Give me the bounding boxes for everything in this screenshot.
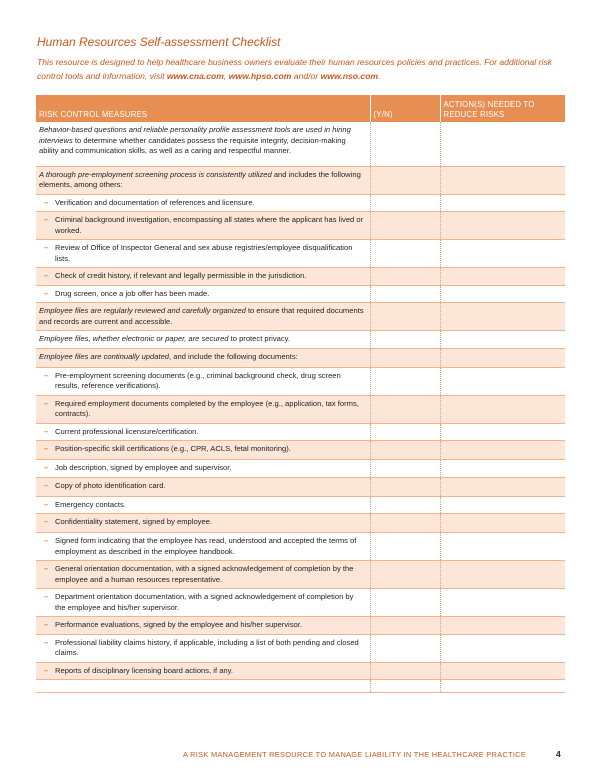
yes-no-cell[interactable] bbox=[370, 285, 440, 303]
bullet-dash-icon: – bbox=[44, 564, 49, 573]
table-row bbox=[36, 617, 565, 635]
table-row bbox=[36, 348, 565, 367]
measure-emphasis: Employee files, whether electronic or paper, are secured bbox=[39, 334, 229, 343]
bullet-dash-icon: – bbox=[44, 463, 49, 472]
measure-text: Confidentiality statement, signed by employee. bbox=[55, 517, 213, 526]
measure-text: to determine whether candidates possess the requisite integrity, decision-making ability and communication skills, as well as a caring and respectful manner. bbox=[39, 135, 346, 155]
action-needed-cell[interactable] bbox=[440, 514, 565, 533]
action-needed-cell[interactable] bbox=[440, 285, 565, 303]
yes-no-cell[interactable] bbox=[370, 477, 440, 496]
bullet-dash-icon: – bbox=[44, 665, 49, 675]
risk-control-measure bbox=[36, 561, 370, 589]
yes-no-cell[interactable] bbox=[370, 395, 440, 423]
measure-text: Reports of disciplinary licensing board actions, if any. bbox=[55, 665, 233, 675]
risk-control-measure bbox=[36, 423, 370, 441]
table-row bbox=[36, 634, 565, 662]
yes-no-cell[interactable] bbox=[370, 348, 440, 367]
yes-no-cell[interactable] bbox=[370, 423, 440, 441]
table-row bbox=[36, 477, 565, 496]
table-row bbox=[36, 423, 565, 441]
table-row bbox=[36, 680, 565, 693]
action-needed-cell[interactable] bbox=[440, 331, 565, 349]
table-row bbox=[36, 514, 565, 533]
table-row bbox=[36, 589, 565, 617]
action-needed-cell[interactable] bbox=[440, 680, 565, 693]
yes-no-cell[interactable] bbox=[370, 441, 440, 460]
measure-text: Job description, signed by employee and supervisor. bbox=[55, 463, 232, 472]
yes-no-cell[interactable] bbox=[370, 268, 440, 286]
intro-separator: and/or bbox=[291, 71, 321, 81]
bullet-dash-icon: – bbox=[44, 637, 49, 647]
risk-control-measure bbox=[36, 514, 370, 533]
bullet-dash-icon: – bbox=[44, 444, 49, 453]
table-row bbox=[36, 395, 565, 423]
table-row bbox=[36, 122, 565, 166]
link-cna[interactable]: www.cna.com bbox=[166, 71, 224, 81]
yes-no-cell[interactable] bbox=[370, 617, 440, 635]
measure-text: General orientation documentation, with a signed acknowledgement of completion by the employee and a human resources representative. bbox=[55, 564, 354, 584]
yes-no-cell[interactable] bbox=[370, 303, 440, 331]
measure-emphasis: Employee files are continually updated bbox=[39, 351, 170, 361]
bullet-dash-icon: – bbox=[44, 271, 49, 280]
risk-control-measure bbox=[36, 533, 370, 561]
table-row bbox=[36, 496, 565, 514]
action-needed-cell[interactable] bbox=[440, 441, 565, 460]
measure-text: Department orientation documentation, with a signed acknowledgement of completion by the employee and his/her supervisor. bbox=[55, 592, 354, 612]
table-row bbox=[36, 303, 565, 331]
action-needed-cell[interactable] bbox=[440, 477, 565, 496]
yes-no-cell[interactable] bbox=[370, 367, 440, 395]
checklist-table bbox=[36, 95, 565, 693]
bullet-dash-icon: – bbox=[44, 620, 49, 629]
action-needed-cell[interactable] bbox=[440, 212, 565, 240]
risk-control-measure bbox=[36, 477, 370, 496]
measure-emphasis: Employee files are regularly reviewed and carefully organized bbox=[39, 306, 246, 315]
risk-control-measure bbox=[36, 166, 370, 194]
risk-control-measure bbox=[36, 589, 370, 617]
header-risk-control-measures: RISK CONTROL MEASURES bbox=[36, 95, 370, 122]
measure-emphasis: Behavior-based questions and reliable personality profile assessment tools are used in hiring interviews bbox=[39, 125, 351, 145]
intro-paragraph bbox=[37, 55, 567, 83]
measure-text: Performance evaluations, signed by the employee and his/her supervisor. bbox=[55, 620, 302, 629]
measure-text: Review of Office of Inspector General and sex abuse registries/employee disqualification lists. bbox=[55, 243, 353, 263]
measure-text: to protect privacy. bbox=[228, 334, 291, 343]
link-hpso[interactable]: www.hpso.com bbox=[228, 71, 292, 81]
measure-text: Professional liability claims history, if applicable, including a list of both pending and closed claims. bbox=[55, 637, 359, 657]
table-header-row bbox=[36, 95, 565, 122]
yes-no-cell[interactable] bbox=[370, 634, 440, 662]
risk-control-measure bbox=[36, 367, 370, 395]
table-row bbox=[36, 212, 565, 240]
measure-text: Check of credit history, if relevant and legally permissible in the jurisdiction. bbox=[55, 271, 307, 280]
risk-control-measure bbox=[36, 194, 370, 212]
yes-no-cell[interactable] bbox=[370, 680, 440, 693]
measure-text: Required employment documents completed by the employee (e.g., application, tax forms, contracts). bbox=[55, 398, 359, 418]
risk-control-measure bbox=[36, 441, 370, 460]
risk-control-measure bbox=[36, 680, 370, 693]
yes-no-cell[interactable] bbox=[370, 589, 440, 617]
measure-text: Signed form indicating that the employee has read, understood and accepted the terms of employment as described in the employee handbook. bbox=[55, 536, 357, 556]
bullet-dash-icon: – bbox=[44, 370, 49, 380]
action-needed-cell[interactable] bbox=[440, 617, 565, 635]
risk-control-measure bbox=[36, 303, 370, 331]
yes-no-cell[interactable] bbox=[370, 331, 440, 349]
yes-no-cell[interactable] bbox=[370, 212, 440, 240]
yes-no-cell[interactable] bbox=[370, 166, 440, 194]
risk-control-measure bbox=[36, 268, 370, 286]
header-yes-no: (Y/N) bbox=[370, 95, 440, 122]
page-title: Human Resources Self-assessment Checklist bbox=[37, 35, 281, 49]
table-row bbox=[36, 533, 565, 561]
bullet-dash-icon: – bbox=[44, 215, 49, 224]
link-nso[interactable]: www.nso.com bbox=[320, 71, 379, 81]
risk-control-measure bbox=[36, 496, 370, 514]
table-row bbox=[36, 662, 565, 680]
bullet-dash-icon: – bbox=[44, 398, 49, 408]
measure-text: Emergency contacts. bbox=[55, 499, 126, 509]
bullet-dash-icon: – bbox=[44, 480, 49, 490]
table-row bbox=[36, 240, 565, 268]
action-needed-cell[interactable] bbox=[440, 634, 565, 662]
table-row bbox=[36, 367, 565, 395]
measure-text: Drug screen, once a job offer has been made. bbox=[55, 288, 210, 298]
intro-end: . bbox=[378, 71, 381, 81]
measure-text: Pre-employment screening documents (e.g., criminal background check, drug screen results, reference verifications). bbox=[55, 370, 341, 390]
risk-control-measure bbox=[36, 634, 370, 662]
bullet-dash-icon: – bbox=[44, 426, 49, 436]
action-needed-cell[interactable] bbox=[440, 460, 565, 478]
header-actions-needed: ACTION(S) NEEDED TO REDUCE RISKS bbox=[440, 95, 565, 122]
page-number: 4 bbox=[556, 749, 561, 759]
measure-text: Verification and documentation of references and licensure. bbox=[55, 197, 255, 207]
yes-no-cell[interactable] bbox=[370, 240, 440, 268]
bullet-dash-icon: – bbox=[44, 243, 49, 252]
risk-control-measure bbox=[36, 460, 370, 478]
risk-control-measure bbox=[36, 122, 370, 166]
action-needed-cell[interactable] bbox=[440, 166, 565, 194]
bullet-dash-icon: – bbox=[44, 536, 49, 545]
measure-text: , and include the following documents: bbox=[169, 351, 298, 361]
risk-control-measure bbox=[36, 285, 370, 303]
action-needed-cell[interactable] bbox=[440, 395, 565, 423]
intro-separator: , bbox=[223, 71, 229, 81]
risk-control-measure bbox=[36, 395, 370, 423]
action-needed-cell[interactable] bbox=[440, 122, 565, 166]
risk-control-measure bbox=[36, 331, 370, 349]
risk-control-measure bbox=[36, 348, 370, 367]
bullet-dash-icon: – bbox=[44, 592, 49, 601]
measure-emphasis: A thorough pre-employment screening process is consistently utilized bbox=[39, 169, 272, 179]
measure-text: Position-specific skill certifications (e.g., CPR, ACLS, fetal monitoring). bbox=[55, 444, 291, 453]
table-row bbox=[36, 166, 565, 194]
bullet-dash-icon: – bbox=[44, 517, 49, 526]
yes-no-cell[interactable] bbox=[370, 514, 440, 533]
table-row bbox=[36, 194, 565, 212]
table-row bbox=[36, 285, 565, 303]
table-row bbox=[36, 268, 565, 286]
measure-text: Current professional licensure/certification. bbox=[55, 426, 199, 436]
footer-text: A RISK MANAGEMENT RESOURCE TO MANAGE LIABILITY IN THE HEALTHCARE PRACTICE bbox=[183, 750, 527, 759]
table-row bbox=[36, 441, 565, 460]
action-needed-cell[interactable] bbox=[440, 240, 565, 268]
action-needed-cell[interactable] bbox=[440, 303, 565, 331]
action-needed-cell[interactable] bbox=[440, 662, 565, 680]
yes-no-cell[interactable] bbox=[370, 561, 440, 589]
yes-no-cell[interactable] bbox=[370, 122, 440, 166]
action-needed-cell[interactable] bbox=[440, 423, 565, 441]
action-needed-cell[interactable] bbox=[440, 268, 565, 286]
bullet-dash-icon: – bbox=[44, 288, 49, 298]
action-needed-cell[interactable] bbox=[440, 348, 565, 367]
measure-text: to ensure that required documents and records are current and accessible. bbox=[39, 306, 364, 326]
risk-control-measure bbox=[36, 240, 370, 268]
bullet-dash-icon: – bbox=[44, 197, 49, 207]
intro-text: This resource is designed to help healthcare business owners evaluate their human resources policies and practices. For additional risk control tools and information, visit bbox=[37, 57, 552, 81]
risk-control-measure bbox=[36, 617, 370, 635]
table-row bbox=[36, 561, 565, 589]
yes-no-cell[interactable] bbox=[370, 533, 440, 561]
table-row bbox=[36, 460, 565, 478]
action-needed-cell[interactable] bbox=[440, 589, 565, 617]
yes-no-cell[interactable] bbox=[370, 194, 440, 212]
measure-text: Copy of photo identification card. bbox=[55, 480, 166, 490]
measure-text: Criminal background investigation, encompassing all states where the applicant has lived or worked. bbox=[55, 215, 364, 235]
yes-no-cell[interactable] bbox=[370, 460, 440, 478]
action-needed-cell[interactable] bbox=[440, 194, 565, 212]
action-needed-cell[interactable] bbox=[440, 533, 565, 561]
action-needed-cell[interactable] bbox=[440, 367, 565, 395]
table-row bbox=[36, 331, 565, 349]
action-needed-cell[interactable] bbox=[440, 561, 565, 589]
yes-no-cell[interactable] bbox=[370, 496, 440, 514]
risk-control-measure bbox=[36, 662, 370, 680]
action-needed-cell[interactable] bbox=[440, 496, 565, 514]
yes-no-cell[interactable] bbox=[370, 662, 440, 680]
bullet-dash-icon: – bbox=[44, 499, 49, 509]
risk-control-measure bbox=[36, 212, 370, 240]
measure-text: and includes the following elements, among others: bbox=[39, 169, 361, 189]
table-body bbox=[36, 122, 565, 693]
